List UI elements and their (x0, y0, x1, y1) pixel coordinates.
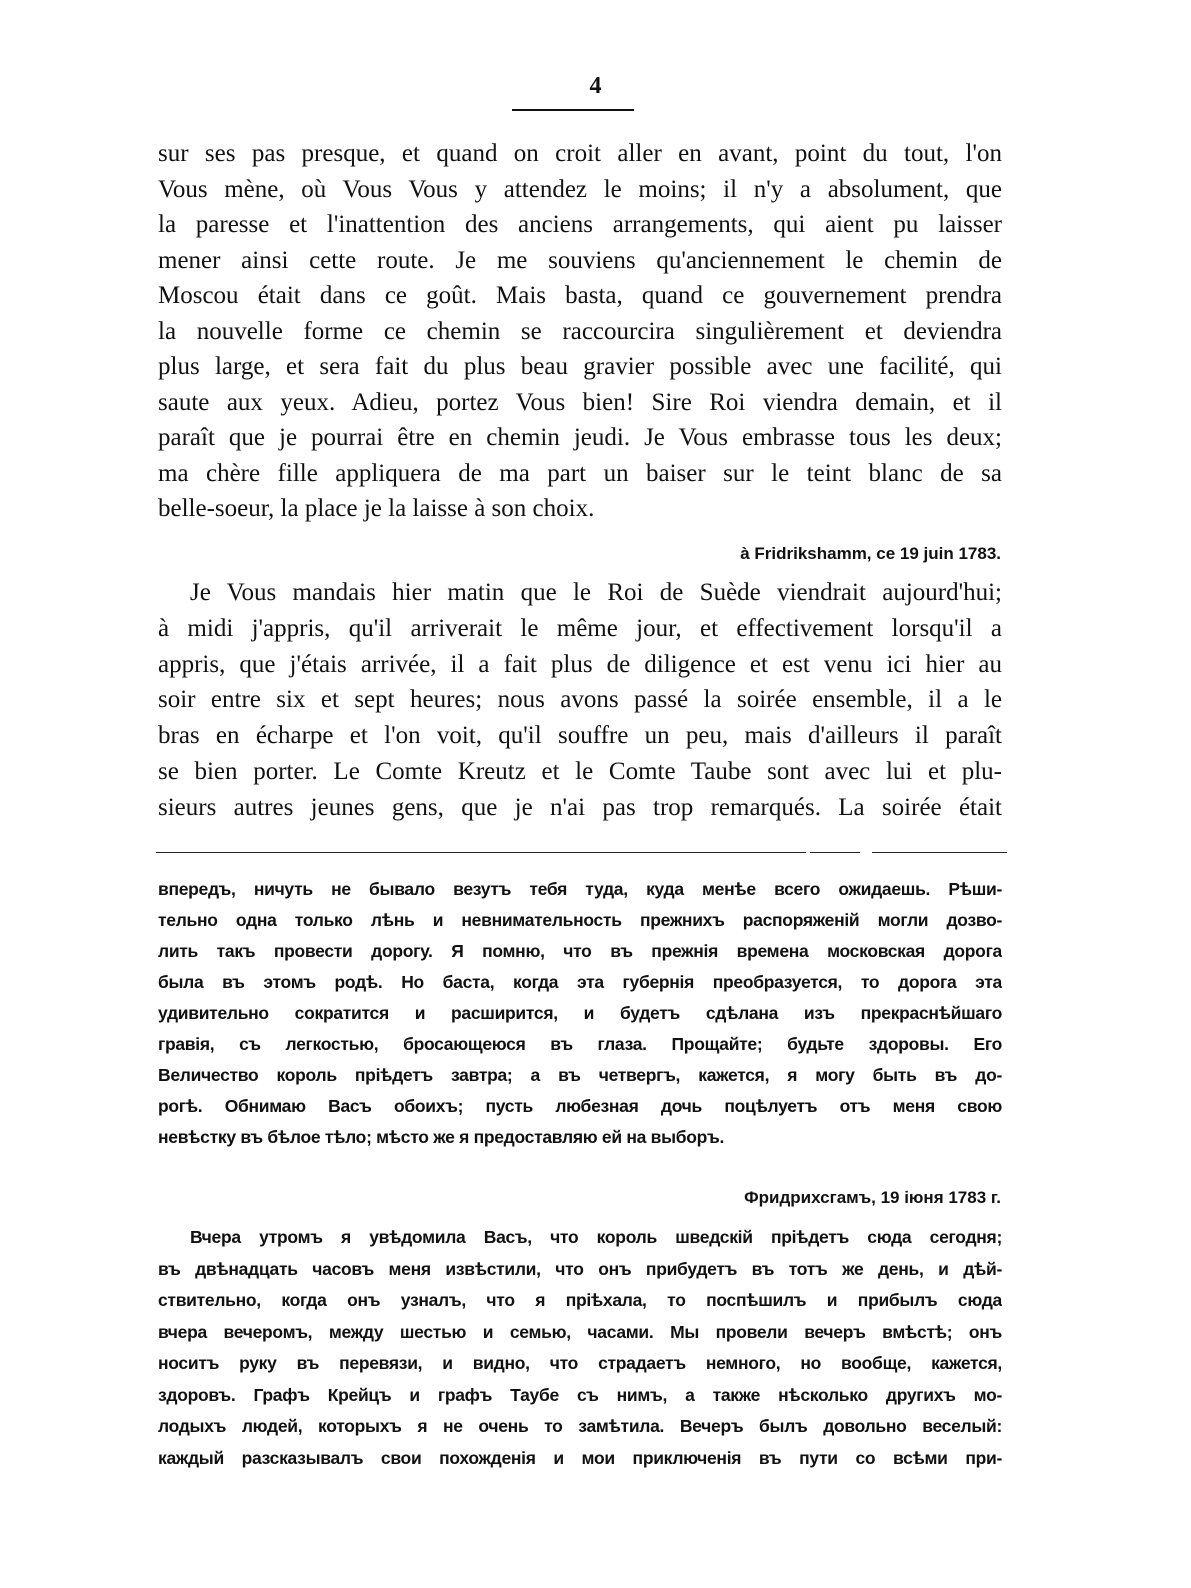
text-line: Vous mène, où Vous Vous y attendez le moins; il n'y a absolument, que (158, 175, 1002, 203)
text-line: Вчера утромъ я увѣдомила Васъ, что король шведскій пріѣдетъ сюда сегодня; (190, 1227, 1002, 1247)
text-line: à midi j'appris, qu'il arriverait le même jour, et effectivement lorsqu'il a (158, 614, 1002, 642)
text-line: ma chère fille appliquera de ma part un baiser sur le teint blanc de sa (158, 459, 1002, 487)
text-line: appris, que j'étais arrivée, il a fait plus de diligence et est venu ici hier au (158, 650, 1002, 678)
french-paragraph-2 (158, 575, 1002, 826)
text-line: mener ainsi cette route. Je me souviens qu'anciennement le chemin de (158, 246, 1002, 274)
french-paragraph-1 (158, 136, 1002, 527)
text-line: saute aux yeux. Adieu, portez Vous bien! Sire Roi viendra demain, et il (158, 388, 1002, 416)
text-line: носитъ руку въ перевязи, и видно, что страдаетъ немного, но вообще, кажется, (158, 1353, 1002, 1373)
text-line: paraît que je pourrai être en chemin jeudi. Je Vous embrasse tous les deux; (158, 424, 1002, 451)
page-number: 4 (589, 73, 602, 99)
french-letter-heading: à Fridrikshamm, ce 19 juin 1783. (740, 544, 1001, 563)
text-line: рогѣ. Обнимаю Васъ обоихъ; пусть любезная дочь поцѣлуетъ отъ меня свою (158, 1096, 1002, 1116)
text-line: belle-soeur, la place je la laisse à son choix. (158, 495, 595, 522)
divider-rule-right (872, 852, 1007, 853)
text-line: здоровъ. Графъ Крейцъ и графъ Таубе съ нимъ, а также нѣсколько другихъ мо- (158, 1384, 1002, 1405)
divider-rule-mid (810, 852, 860, 853)
russian-paragraph-2 (158, 1222, 1002, 1474)
text-line: bras en écharpe et l'on voit, qu'il souffre un peu, mais d'ailleurs il paraît (158, 722, 1002, 750)
text-line: Moscou était dans ce goût. Mais basta, quand ce gouvernement prendra (158, 282, 1002, 309)
text-line: гравія, съ легкостью, бросающеюся въ глаза. Прощайте; будьте здоровы. Его (158, 1034, 1002, 1054)
text-line: была въ этомъ родѣ. Но баста, когда эта губернія преобразуется, то дорога эта (158, 972, 1002, 992)
text-line: plus large, et sera fait du plus beau gravier possible avec une facilité, qui (158, 353, 1002, 380)
text-line: la paresse et l'inattention des anciens arrangements, qui aient pu laisser (158, 211, 1002, 238)
text-line: каждый разсказывалъ свои похожденія и мои приключенія въ пути со всѣми при- (158, 1447, 1002, 1468)
text-line: Je Vous mandais hier matin que le Roi de Suède viendrait aujourd'hui; (190, 579, 1002, 606)
russian-letter-heading: Фридрихсгамъ, 19 іюня 1783 г. (744, 1188, 1001, 1207)
divider-rule-left (156, 852, 806, 853)
text-line: sur ses pas presque, et quand on croit aller en avant, point du tout, l'on (158, 140, 1002, 167)
text-line: soir entre six et sept heures; nous avons passé la soirée ensemble, il a le (158, 686, 1002, 714)
russian-paragraph-1 (158, 874, 1002, 1153)
text-line: вчера вечеромъ, между шестью и семью, часами. Мы провели вечеръ вмѣстѣ; онъ (158, 1321, 1002, 1342)
text-line: ствительно, когда онъ узналъ, что я пріѣхала, то поспѣшилъ и прибылъ сюда (158, 1290, 1002, 1310)
text-line: se bien porter. Le Comte Kreutz et le Comte Taube sont avec lui et plu- (158, 757, 1002, 785)
text-line: лодыхъ людей, которыхъ я не очень то замѣтила. Вечеръ былъ довольно веселый: (158, 1416, 1002, 1436)
page-number-rule (512, 109, 634, 111)
text-line: лить такъ провести дорогу. Я помню, что въ прежнія времена московская дорога (158, 941, 1002, 961)
text-line: невѣстку въ бѣлое тѣло; мѣсто же я предоставляю ей на выборъ. (158, 1127, 725, 1147)
text-line: удивительно сократится и расширится, и будетъ сдѣлана изъ прекраснѣйшаго (158, 1003, 1002, 1023)
text-line: въ двѣнадцать часовъ меня извѣстили, что онъ прибудетъ въ тотъ же день, и дѣй- (158, 1258, 1002, 1279)
text-line: тельно одна только лѣнь и невнимательность прежнихъ распоряженій могли дозво- (158, 910, 1002, 930)
text-line: Величество король пріѣдетъ завтра; а въ четвергъ, кажется, я могу быть въ до- (158, 1065, 1002, 1085)
text-line: la nouvelle forme ce chemin se raccourcira singulièrement et deviendra (158, 317, 1002, 345)
text-line: sieurs autres jeunes gens, que je n'ai pas trop remarqués. La soirée était (158, 793, 1002, 821)
text-line: впередъ, ничуть не бывало везутъ тебя туда, куда менѣе всего ожидаешь. Рѣши- (158, 879, 1002, 899)
